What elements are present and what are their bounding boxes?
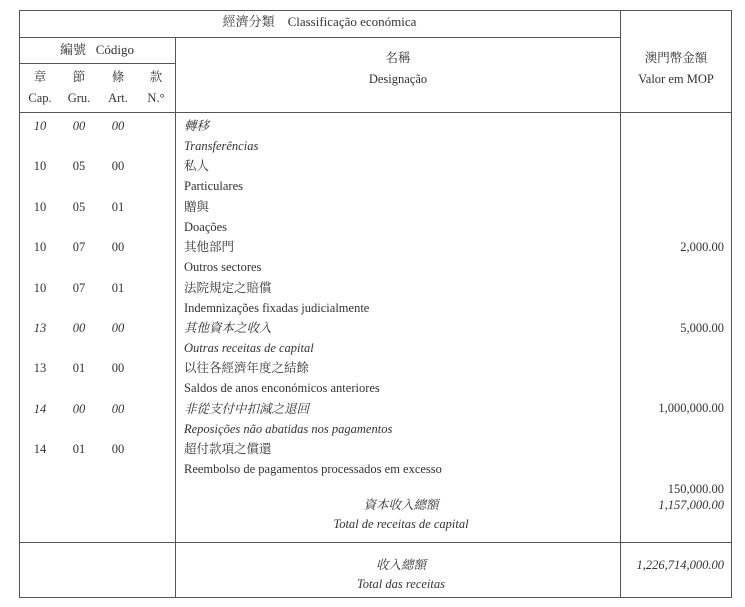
designation-zh: 其他資本之收入: [184, 321, 272, 335]
total-label-zh: 收入總額: [375, 558, 426, 572]
designation-header-zh: 名稱: [385, 51, 411, 65]
designation-zh: 轉移: [184, 119, 210, 133]
cell-gru: 00: [72, 119, 86, 133]
code-header-zh: 編號: [59, 42, 86, 57]
cell-value: 2,000.00: [680, 240, 724, 254]
cell-gru: 01: [72, 361, 86, 375]
designation-pt: Reposições não abatidas nos pagamentos: [184, 422, 393, 436]
designation-pt: Indemnizações fixadas judicialmente: [184, 301, 370, 315]
cell-art: 00: [111, 240, 125, 254]
designation-zh: 非從支付中扣減之退回: [184, 402, 310, 416]
value-header-pt: Valor em MOP: [638, 72, 714, 86]
cell-art: 01: [111, 200, 125, 214]
subtotal-label-zh: 資本收入總額: [363, 498, 439, 512]
cell-art: 00: [111, 442, 125, 456]
value-header-zh: 澳門幣金額: [644, 51, 708, 65]
designation-zh: 贈與: [184, 200, 210, 214]
subtotal-label-pt: Total de receitas de capital: [333, 517, 469, 531]
cell-gru: 07: [72, 281, 86, 295]
cell-gru: 00: [72, 321, 86, 335]
cell-art: 00: [111, 159, 125, 173]
cell-value: 5,000.00: [680, 321, 724, 335]
cell-cap: 10: [33, 281, 47, 295]
designation-pt: Saldos de anos enconómicos anteriores: [184, 381, 380, 395]
cell-value: 1,000,000.00: [658, 401, 724, 415]
cell-cap: 10: [33, 119, 47, 133]
code-header-pt: Código: [95, 42, 135, 57]
designation-pt: Outros sectores: [184, 260, 262, 274]
col-art-pt: Art.: [108, 91, 128, 105]
cell-gru: 05: [72, 159, 86, 173]
designation-pt: Particulares: [184, 179, 244, 193]
designation-zh: 私人: [184, 159, 210, 173]
total-label-pt: Total das receitas: [357, 577, 445, 591]
col-art-zh: 條: [111, 70, 125, 84]
cell-cap: 13: [33, 321, 47, 335]
cell-cap: 10: [33, 159, 47, 173]
designation-header-pt: Designação: [368, 72, 428, 86]
designation-pt: Doações: [184, 220, 228, 234]
cell-cap: 14: [33, 402, 47, 416]
designation-pt: Outras receitas de capital: [184, 341, 314, 355]
col-cap-zh: 章: [33, 70, 47, 84]
cell-gru: 07: [72, 240, 86, 254]
cell-art: 01: [111, 281, 125, 295]
cell-gru: 01: [72, 442, 86, 456]
cell-art: 00: [111, 402, 125, 416]
cell-gru: 05: [72, 200, 86, 214]
designation-pt: Transferências: [184, 139, 259, 153]
cell-gru: 00: [72, 402, 86, 416]
col-gru-zh: 節: [72, 70, 86, 84]
cell-cap: 14: [33, 442, 47, 456]
col-gru-pt: Gru.: [67, 91, 91, 105]
subtotal-value: 1,157,000.00: [658, 498, 724, 512]
cell-art: 00: [111, 321, 125, 335]
cell-value: 150,000.00: [667, 482, 724, 496]
designation-zh: 其他部門: [184, 240, 235, 254]
cell-art: 00: [111, 119, 125, 133]
classification-header: 經濟分類 Classificação económica: [222, 14, 417, 29]
designation-zh: 法院規定之賠償: [184, 281, 272, 295]
designation-pt: Reembolso de pagamentos processados em excesso: [184, 462, 442, 476]
cell-cap: 13: [33, 361, 47, 375]
cell-cap: 10: [33, 240, 47, 254]
designation-zh: 以往各經濟年度之結餘: [184, 361, 310, 375]
col-cap-pt: Cap.: [28, 91, 52, 105]
total-value: 1,226,714,000.00: [636, 558, 724, 572]
designation-zh: 超付款項之償還: [184, 442, 272, 456]
col-num-zh: 款: [149, 70, 163, 84]
cell-cap: 10: [33, 200, 47, 214]
code-header: [19, 42, 175, 58]
cell-art: 00: [111, 361, 125, 375]
col-num-pt: N.°: [147, 91, 165, 105]
